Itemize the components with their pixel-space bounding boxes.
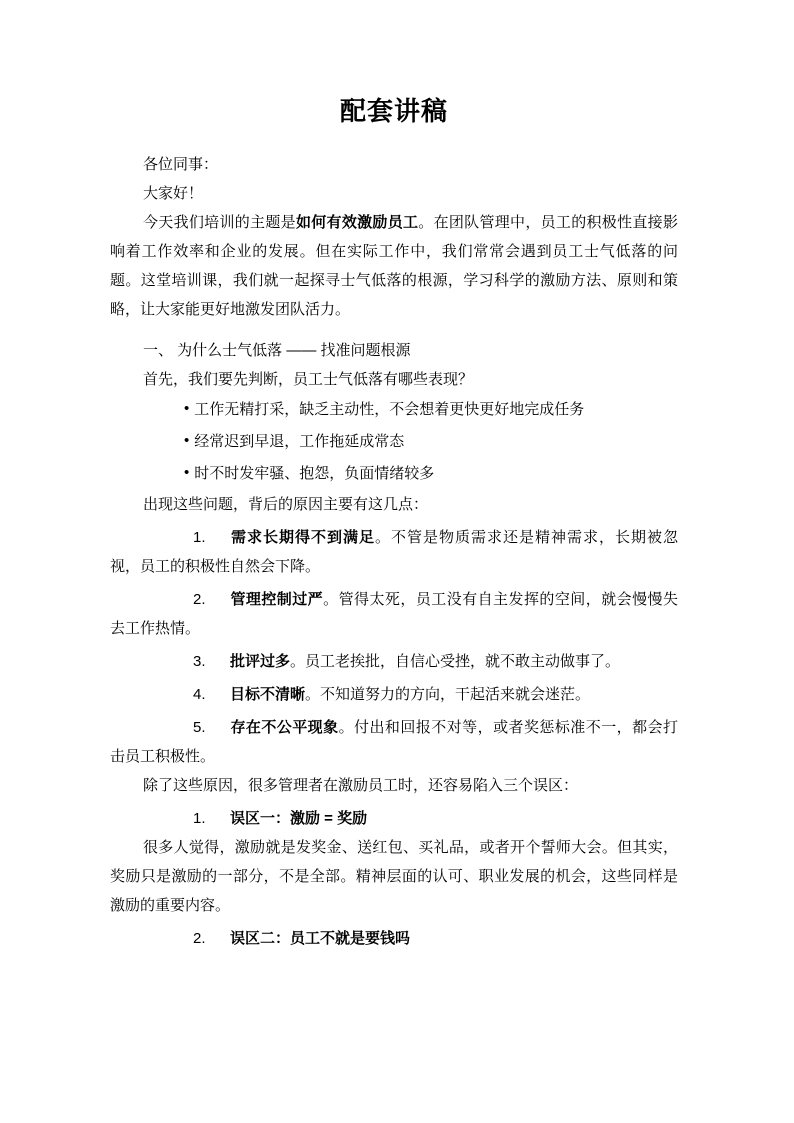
bullet-icon: • [184, 400, 190, 417]
intro-pre: 今天我们培训的主题是 [143, 214, 296, 231]
list-number: 2. [193, 930, 206, 947]
list-number: 5. [193, 719, 206, 736]
symptom-bullet [110, 426, 678, 458]
list-number: 3. [193, 653, 206, 670]
misconception-item [110, 804, 678, 833]
cause-text: 。付出和回报不对等，或者奖惩标准不一，都会打击员工积极性。 [110, 719, 678, 765]
question-paragraph: 首先，我们要先判断，员工士气低落有哪些表现？ [143, 371, 474, 388]
intro-emphasis: 如何有效激励员工 [295, 214, 419, 231]
cause-item [110, 713, 678, 771]
symptom-text: 时不时发牢骚、抱怨，负面情绪较多 [194, 465, 435, 482]
misconception1-body: 很多人觉得，激励就是发奖金、送红包、买礼品，或者开个誓师大会。但其实，奖励只是激励的一部分，不是全部。精神层面的认可、职业发展的机会，这些同样是激励的重要内容。 [110, 839, 678, 914]
cause-title: 管理控制过严 [230, 591, 324, 608]
list-number: 2. [193, 591, 206, 608]
cause-item [110, 523, 678, 581]
cause-item [110, 647, 678, 676]
symptom-bullet [110, 394, 678, 426]
misconceptions-intro: 除了这些原因，很多管理者在激励员工时，还容易陷入三个误区： [143, 777, 579, 794]
misconception-item [110, 924, 678, 953]
cause-item [110, 585, 678, 643]
intro-paragraph [110, 208, 678, 324]
cause-title: 批评过多 [230, 653, 291, 670]
salutation: 各位同事： [143, 156, 219, 173]
cause-item [110, 680, 678, 709]
greeting: 大家好！ [143, 185, 204, 202]
intro-post: 。在团队管理中，员工的积极性直接影响着工作效率和企业的发展。但在实际工作中，我们常常会遇到员工士气低落的问题。这堂培训课，我们就一起探寻士气低落的根源，学习科学的激励方法、原则和策略，让大家能更好地激发团队活力。 [110, 214, 678, 318]
list-number: 4. [193, 686, 206, 703]
misconception-title: 误区一：激励 = 奖励 [230, 810, 368, 827]
cause-title: 存在不公平现象 [230, 719, 339, 736]
document-title: 配套讲稿 [339, 96, 448, 126]
cause-text: 。员工老挨批，自信心受挫，就不敢主动做事了。 [290, 653, 621, 670]
cause-title: 目标不清晰 [230, 686, 306, 703]
document-content [110, 92, 678, 953]
list-number: 1. [193, 810, 206, 827]
symptom-bullet [110, 458, 678, 490]
misconception-title: 误区二：员工不就是要钱吗 [230, 930, 411, 947]
list-number: 1. [193, 529, 206, 546]
causes-intro: 出现这些问题，背后的原因主要有这几点： [143, 496, 429, 513]
section1-heading: 一、 为什么士气低落 —— 找准问题根源 [143, 342, 411, 359]
cause-text: 。不管是物质需求还是精神需求，长期被忽视，员工的积极性自然会下降。 [110, 529, 678, 575]
bullet-icon: • [184, 432, 190, 449]
symptom-text: 工作无精打采，缺乏主动性，不会想着更快更好地完成任务 [194, 401, 585, 418]
cause-text: 。不知道努力的方向，干起活来就会迷茫。 [305, 686, 591, 703]
symptom-text: 经常迟到早退，工作拖延成常态 [194, 433, 405, 450]
cause-text: 。管得太死，员工没有自主发挥的空间，就会慢慢失去工作热情。 [110, 591, 678, 637]
cause-title: 需求长期得不到满足 [230, 529, 375, 546]
bullet-icon: • [184, 464, 190, 481]
